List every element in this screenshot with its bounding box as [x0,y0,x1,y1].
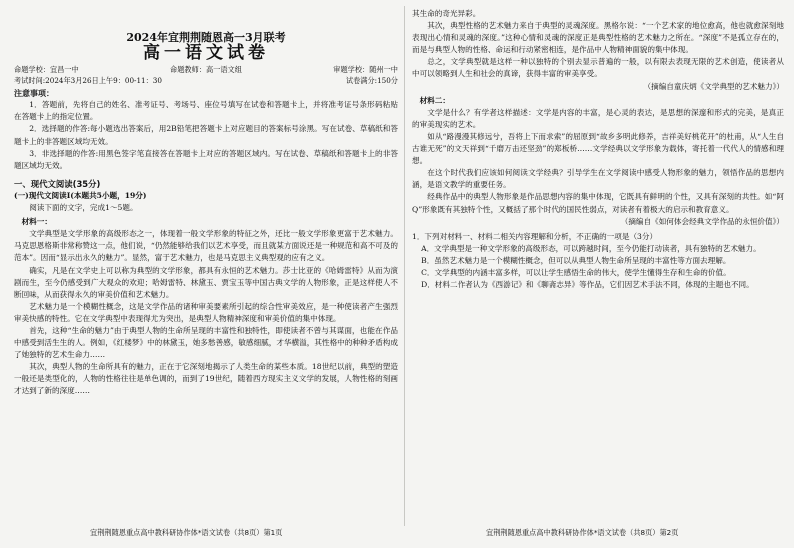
meta-row-1 [14,64,398,75]
notice-item: 1．答题前，先将自己的姓名、准考证号、考场号、座位号填写在试卷和答题卡上，并将准考证号条形码粘贴在答题卡上的指定位置。 [14,100,398,122]
notice-item: 3．非选择题的作答:用黑色签字笔直接答在答题卡上对应的答题区域内。写在试卷、草稿纸和答题卡上的非答题区域均无效。 [14,148,398,170]
material-label: 材料一： [21,217,52,227]
material-label: 材料二： [419,95,450,105]
paragraph: 其次，典型性格的艺术魅力来自于典型的灵魂深度。黑格尔说：“一个艺术家的地位愈高，他也就愈深刻地表现出心情和灵魂的深度。”这种心情和灵魂的深度正是典型性格的艺术魅力之所在。“深度”不是孤立存在的，而是与典型人物的性格、命运和行动紧密相连，是作品中人物精神面貌的集中体现。 [412,21,784,55]
left-page [14,8,398,520]
paragraph: 在这个时代我们应该如何阅读文学经典？引导学生在文学阅读中感受人物形象的魅力，领悟作品的思想内涵，是语文教学的重要任务。 [412,168,784,190]
page-footer-left: 宜荆荆随恩重点高中教科研协作体*语文试卷（共8页）第1页 [90,528,283,537]
instruction: 阅读下面的文字，完成1～5题。 [29,203,138,213]
paragraph: 如从“路漫漫其修远兮，吾将上下而求索”的屈原到“故乡多明此修养，吉祥美好桃花开”的杜甫，从“人生自古谁无死”的文天祥到“千磨万击还坚劲”的郑板桥……文学经典以文学形象为载体，寄托着一代代人的情感和理想。 [412,131,784,166]
notice-item: 2．选择题的作答:每小题选出答案后，用2B铅笔把答题卡上对应题目的答案标号涂黑。写在试卷、草稿纸和答题卡上的非答题区域均无效。 [14,124,398,146]
paragraph: 艺术魅力是一个模糊性概念，这是文学作品的诸种审美要素所引起的综合性审美效应，是一种使读者产生强烈审美快感的特性。它在文学典型中表现得尤为突出，是典型人物精神深度和审美价值的集中体现。 [14,301,398,323]
meta-score: 试卷满分:150分 [345,76,398,86]
paragraph: 首先，这种“生命的魅力”由于典型人物的生命所呈现的丰富性和独特性，即使读者不曾与其谋面，也能在作品中感受到活生生的人。例如，《红楼梦》中的林黛玉，她多愁善感，敏感细腻，才华横溢，其性格中的种种矛盾构成了她独特的艺术生命力…… [14,325,398,360]
subsection-heading: (一)现代文阅读Ⅰ(本题共5小题，19分) [14,190,147,200]
paragraph: 确实，凡是在文学史上可以称为典型的文学形象，都具有永恒的艺术魅力。莎士比亚的《哈姆雷特》从而为演剧而生，至今仍感受到广大观众的欢迎；哈姆雷特、林黛玉、贾宝玉等中国古典文学的人物形象，正是这样使人不断回味，从而获得永久的审美价值和艺术魅力。 [14,265,398,299]
meta-reviewer: 审题学校：随州一中 [333,65,398,75]
notice-heading: 注意事项： [14,88,54,99]
paragraph-lead: 其生命的奇光异彩。 [412,9,481,18]
paragraph: 文学典型是文学形象的高级形态之一，体现着一般文学形象的特征之外，还比一般文学形象更富于艺术魅力。马克思恩格斯非常称赞这一点，他们说，“仍然能够给我们以艺术享受，而且就某方面说还是一种规范和高不可及的范本”。因而“显示出永久的魅力”。显然，富于艺术魅力，也是马克思主义典型观的应有之义。 [14,229,398,263]
source-note: （摘编自童庆炳《文学典型的艺术魅力》） [643,81,784,91]
exam-title: 2024年宜荆荆随恩高一3月联考 [126,31,286,44]
section-heading: 一、现代文阅读(35分) [14,178,101,189]
option-c: C．文学典型的内涵丰富多样，可以让学生感悟生命的伟大，使学生懂得生存和生命的价值。 [421,267,731,277]
page-footer-right: 宜荆荆随恩重点高中教科研协作体*语文试卷（共8页）第2页 [486,528,679,537]
paragraph: 其次，典型人物的生命所具有的魅力，正在于它深刻地揭示了人类生命的某些本质。18世纪以前，典型的塑造一般还是类型化的，人物的性格往往是单色调的，而到了19世纪，随着西方现实主义文学的发展，人物性格的刻画才达到了新的深度…… [14,362,398,396]
question-stem: 1．下列对材料一、材料二相关内容理解和分析，不正确的一项是（3分） [412,231,658,241]
option-a: A．文学典型是一种文学形象的高级形态，可以跨越时间，至今仍能打动读者，具有独特的艺术魅力。 [421,243,761,253]
meta-teacher: 命题教师：高一语文组 [170,65,242,75]
source-note: （摘编自《如何体会经典文学作品的永恒价值》） [620,216,784,226]
paper-title: 高一语文试卷 [143,43,269,64]
meta-school: 命题学校：宜昌一中 [14,65,79,75]
option-b: B．虽然艺术魅力是一个模糊性概念，但可以从典型人物生命所呈现的丰富性等方面去理解。 [421,255,731,265]
meta-row-2 [14,75,398,86]
option-d: D．材料二作者认为《西游记》和《聊斋志异》等作品，它们因艺术手法不同，体现的主题也不同。 [421,280,754,290]
right-page [412,8,784,520]
paragraph: 文学是什么？有学者这样描述：文学是内容的丰富，是心灵的表达，是思想的深邃和形式的完美，是真正的审美现实的艺术。 [412,107,784,129]
page-divider [404,6,405,526]
paragraph: 总之，文学典型就是这样一种以独特的个别去显示普遍的一般，以有限去表现无限的艺术创造，使读者从中可以领略到人生和社会的真谛，获得丰富的审美享受。 [412,57,784,79]
paragraph: 经典作品中的典型人物形象是作品思想内容的集中体现，它既具有鲜明的个性，又具有深刻的共性。如“阿Q”形象既有其独特个性，又概括了那个时代的国民性弱点，对读者有着极大的启示和教育意义。 [412,192,784,214]
meta-time: 考试时间:2024年3月26日上午9：00-11：30 [14,76,162,86]
